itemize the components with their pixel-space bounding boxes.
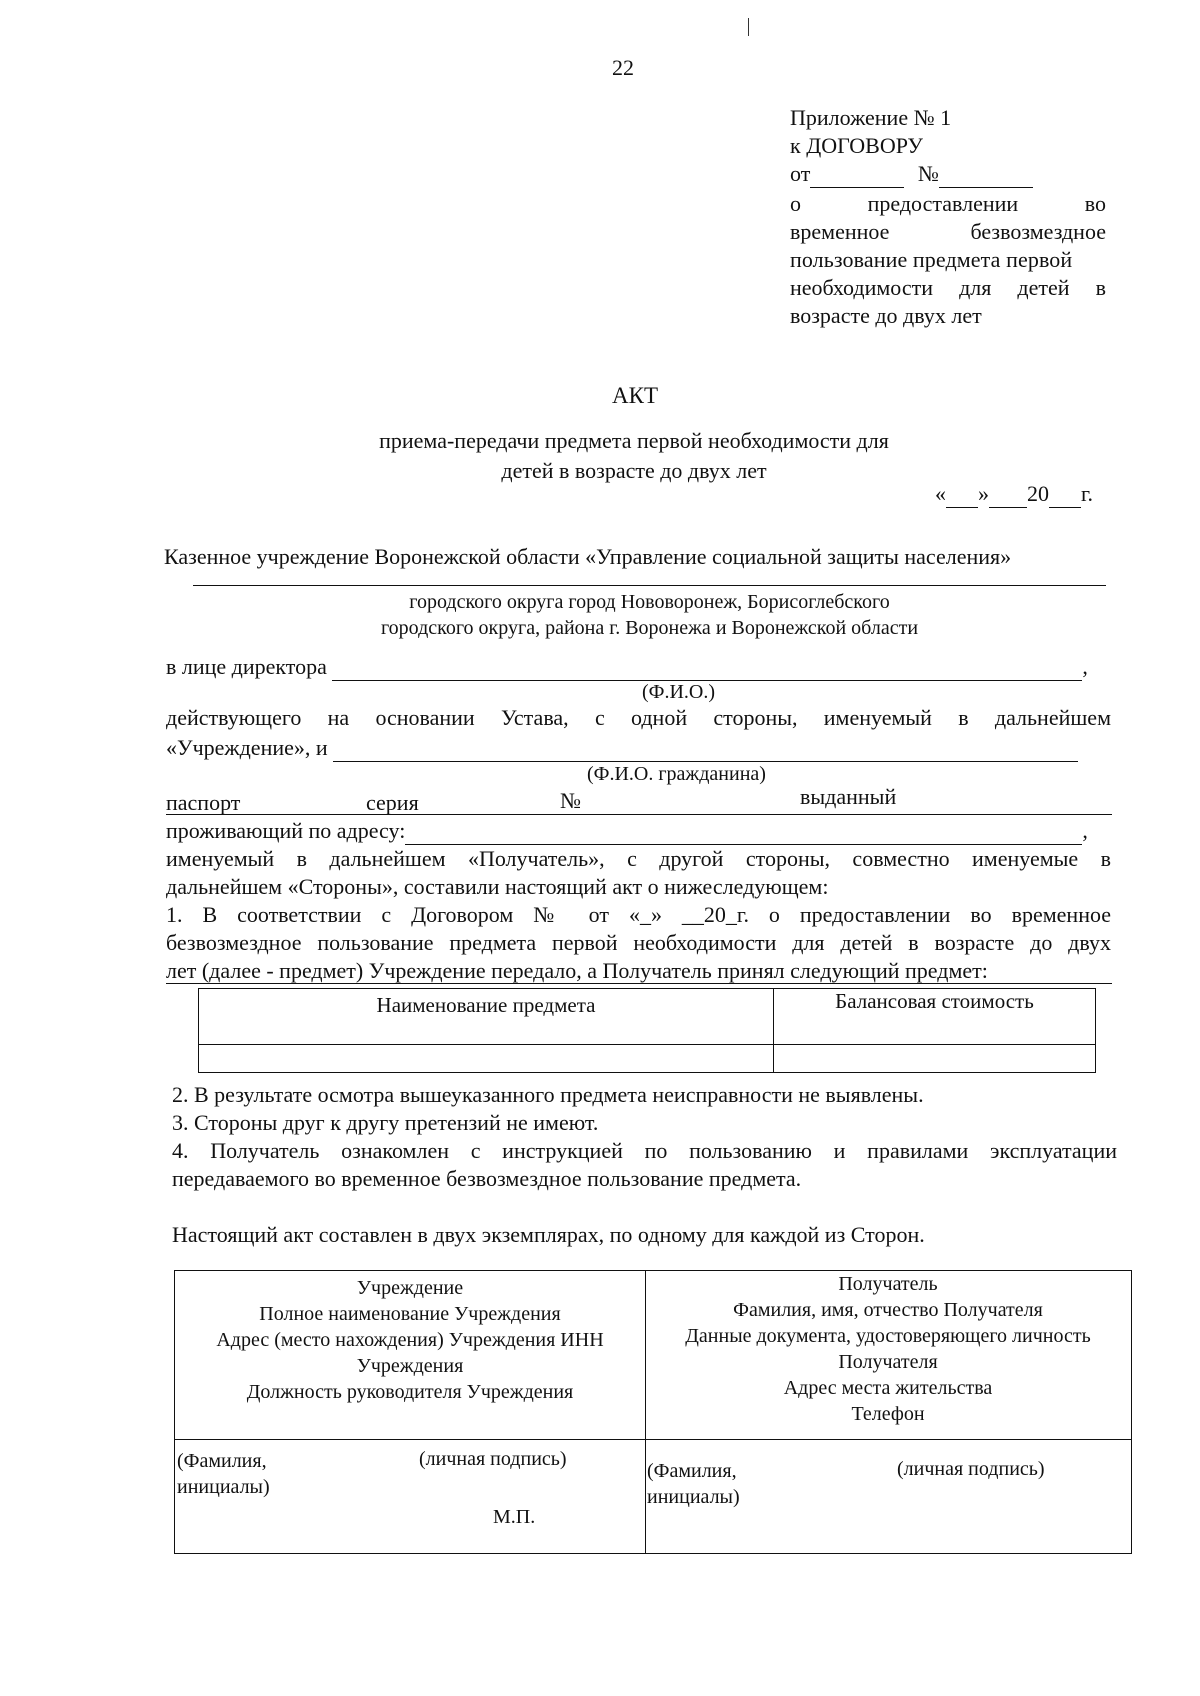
item1-line1: 1. В соответствии с Договором № от «_» __20_г. о предоставлении во временное bbox=[166, 902, 1111, 927]
item1-underline bbox=[166, 983, 1112, 984]
appendix-desc-row5: возрасте до двух лет bbox=[790, 303, 982, 328]
address-line bbox=[166, 818, 1088, 845]
recipient-address: Адрес места жительства bbox=[783, 1377, 993, 1399]
clause-4-line2: передаваемого во временное безвозмездное пользование предмета. bbox=[172, 1166, 802, 1191]
citizen-name-blank bbox=[333, 735, 1078, 762]
date-year-suffix: г. bbox=[1081, 481, 1094, 506]
comma: , bbox=[1082, 818, 1088, 843]
appendix-number-sign: № bbox=[917, 161, 939, 186]
appendix-desc-row4 bbox=[790, 275, 1106, 301]
appendix-date-blank bbox=[810, 161, 904, 188]
item1-line3: лет (далее - предмет) Учреждение передало, а Получатель принял следующий предмет: bbox=[166, 958, 988, 983]
institution-stamp: М.П. bbox=[493, 1506, 536, 1528]
institution-party bbox=[175, 1275, 645, 1405]
appendix-desc-text: необходимости для детей в bbox=[790, 275, 1106, 300]
act-title-line2: детей в возрасте до двух лет bbox=[501, 458, 767, 483]
issued-label: выданный bbox=[800, 784, 897, 809]
org-line: Казенное учреждение Воронежской области «Управление социальной защиты населения» bbox=[164, 544, 1012, 569]
appendix-desc-word: предоставлении bbox=[867, 191, 1019, 216]
page-number: 22 bbox=[612, 55, 634, 80]
director-line bbox=[166, 654, 1088, 681]
recipient-phone: Телефон bbox=[851, 1403, 925, 1425]
appendix-desc-word: во bbox=[1084, 191, 1106, 216]
fio-hint: (Ф.И.О.) bbox=[642, 681, 716, 703]
appendix-desc-row3: пользование предмета первой bbox=[790, 247, 1073, 272]
appendix-desc-word: безвозмездное bbox=[970, 219, 1106, 244]
address-label: проживающий по адресу: bbox=[166, 818, 406, 843]
appendix-desc-word: о bbox=[790, 191, 801, 216]
citizen-hint: (Ф.И.О. гражданина) bbox=[587, 763, 766, 785]
recipient-name-hint-1: (Фамилия, bbox=[647, 1460, 737, 1482]
item-name-cell bbox=[199, 1045, 774, 1073]
date-day-blank bbox=[946, 481, 978, 508]
act-date bbox=[935, 481, 1093, 508]
table-row bbox=[199, 1045, 1096, 1073]
items-header-name: Наименование предмета bbox=[199, 989, 774, 1045]
appendix-from-line bbox=[790, 161, 1033, 188]
date-year-blank bbox=[1049, 481, 1081, 508]
institution-label: «Учреждение», и bbox=[166, 735, 328, 760]
date-year-prefix: 20 bbox=[1027, 481, 1049, 506]
date-open-quote: « bbox=[935, 481, 946, 506]
clause-3: 3. Стороны друг к другу претензий не имеют. bbox=[172, 1110, 599, 1135]
recipient-sign-hint: (личная подпись) bbox=[897, 1458, 1045, 1480]
passport-label: паспорт bbox=[166, 790, 241, 815]
named-line: именуемый в дальнейшем «Получатель», с другой стороны, совместно именуемые в bbox=[166, 846, 1111, 871]
item-cost-cell bbox=[774, 1045, 1096, 1073]
act-heading: АКТ bbox=[612, 383, 658, 408]
appendix-desc-row1 bbox=[790, 191, 1106, 217]
institution-head-position: Должность руководителя Учреждения bbox=[246, 1381, 574, 1403]
director-label: в лице директора bbox=[166, 654, 327, 679]
recipient-name-hint-2: инициалы) bbox=[647, 1486, 740, 1508]
institution-full-name: Полное наименование Учреждения bbox=[259, 1303, 561, 1325]
items-table-header bbox=[199, 989, 1096, 1045]
appendix-desc-word: временное bbox=[790, 219, 890, 244]
institution-address: Адрес (место нахождения) Учреждения ИНН bbox=[216, 1329, 604, 1351]
appendix-desc-row2 bbox=[790, 219, 1106, 245]
parties-line: дальнейшем «Стороны», составили настоящий акт о нижеследующем: bbox=[166, 874, 829, 899]
comma: , bbox=[1082, 654, 1088, 679]
institution-inn: Учреждения bbox=[356, 1355, 464, 1377]
recipient-title: Получатель bbox=[838, 1273, 938, 1295]
clause-4-line1: 4. Получатель ознакомлен с инструкцией по пользованию и правилами эксплуатации bbox=[172, 1138, 1117, 1163]
items-header-cost: Балансовая стоимость bbox=[774, 989, 1096, 1045]
date-month-blank bbox=[989, 481, 1027, 508]
clause-2: 2. В результате осмотра вышеуказанного предмета неисправности не выявлены. bbox=[172, 1082, 924, 1107]
address-blank bbox=[405, 818, 1082, 845]
institution-title: Учреждение bbox=[356, 1277, 464, 1299]
appendix-line1: Приложение № 1 bbox=[790, 105, 952, 130]
passport-line bbox=[166, 784, 1112, 815]
org-line2: городского округа город Нововоронеж, Борисоглебского bbox=[409, 591, 890, 613]
copies-line: Настоящий акт составлен в двух экземплярах, по одному для каждой из Сторон. bbox=[172, 1222, 925, 1247]
item1-line2: безвозмездное пользование предмета первой необходимости для детей в возрасте до двух bbox=[166, 930, 1111, 955]
recipient-party bbox=[645, 1271, 1131, 1427]
appendix-line2: к ДОГОВОРУ bbox=[790, 133, 923, 158]
items-table bbox=[198, 988, 1096, 1073]
acting-line: действующего на основании Устава, с одной стороны, именуемый в дальнейшем bbox=[166, 705, 1111, 730]
passport-number-label: № bbox=[560, 788, 581, 813]
director-name-blank bbox=[332, 654, 1082, 681]
appendix-from-label: от bbox=[790, 161, 811, 186]
org-line3: городского округа, района г. Воронежа и Воронежской области bbox=[380, 617, 919, 639]
recipient-id-document: Данные документа, удостоверяющего личность bbox=[685, 1325, 1091, 1347]
org-underline bbox=[193, 585, 1106, 586]
institution-name-hint-1: (Фамилия, bbox=[177, 1450, 267, 1472]
top-edge-mark bbox=[748, 18, 749, 36]
recipient-full-name: Фамилия, имя, отчество Получателя bbox=[733, 1299, 1043, 1321]
date-close-quote: » bbox=[978, 481, 989, 506]
institution-line bbox=[166, 735, 1078, 762]
series-label: серия bbox=[366, 790, 419, 815]
institution-name-hint-2: инициалы) bbox=[177, 1476, 270, 1498]
institution-sign-hint: (личная подпись) bbox=[419, 1448, 567, 1470]
signatures-divider-horizontal bbox=[175, 1439, 1131, 1440]
recipient-id-document-cont: Получателя bbox=[838, 1351, 938, 1373]
appendix-number-blank bbox=[939, 161, 1033, 188]
act-title-line1: приема-передачи предмета первой необходимости для bbox=[379, 428, 889, 453]
signatures-table bbox=[174, 1270, 1132, 1554]
